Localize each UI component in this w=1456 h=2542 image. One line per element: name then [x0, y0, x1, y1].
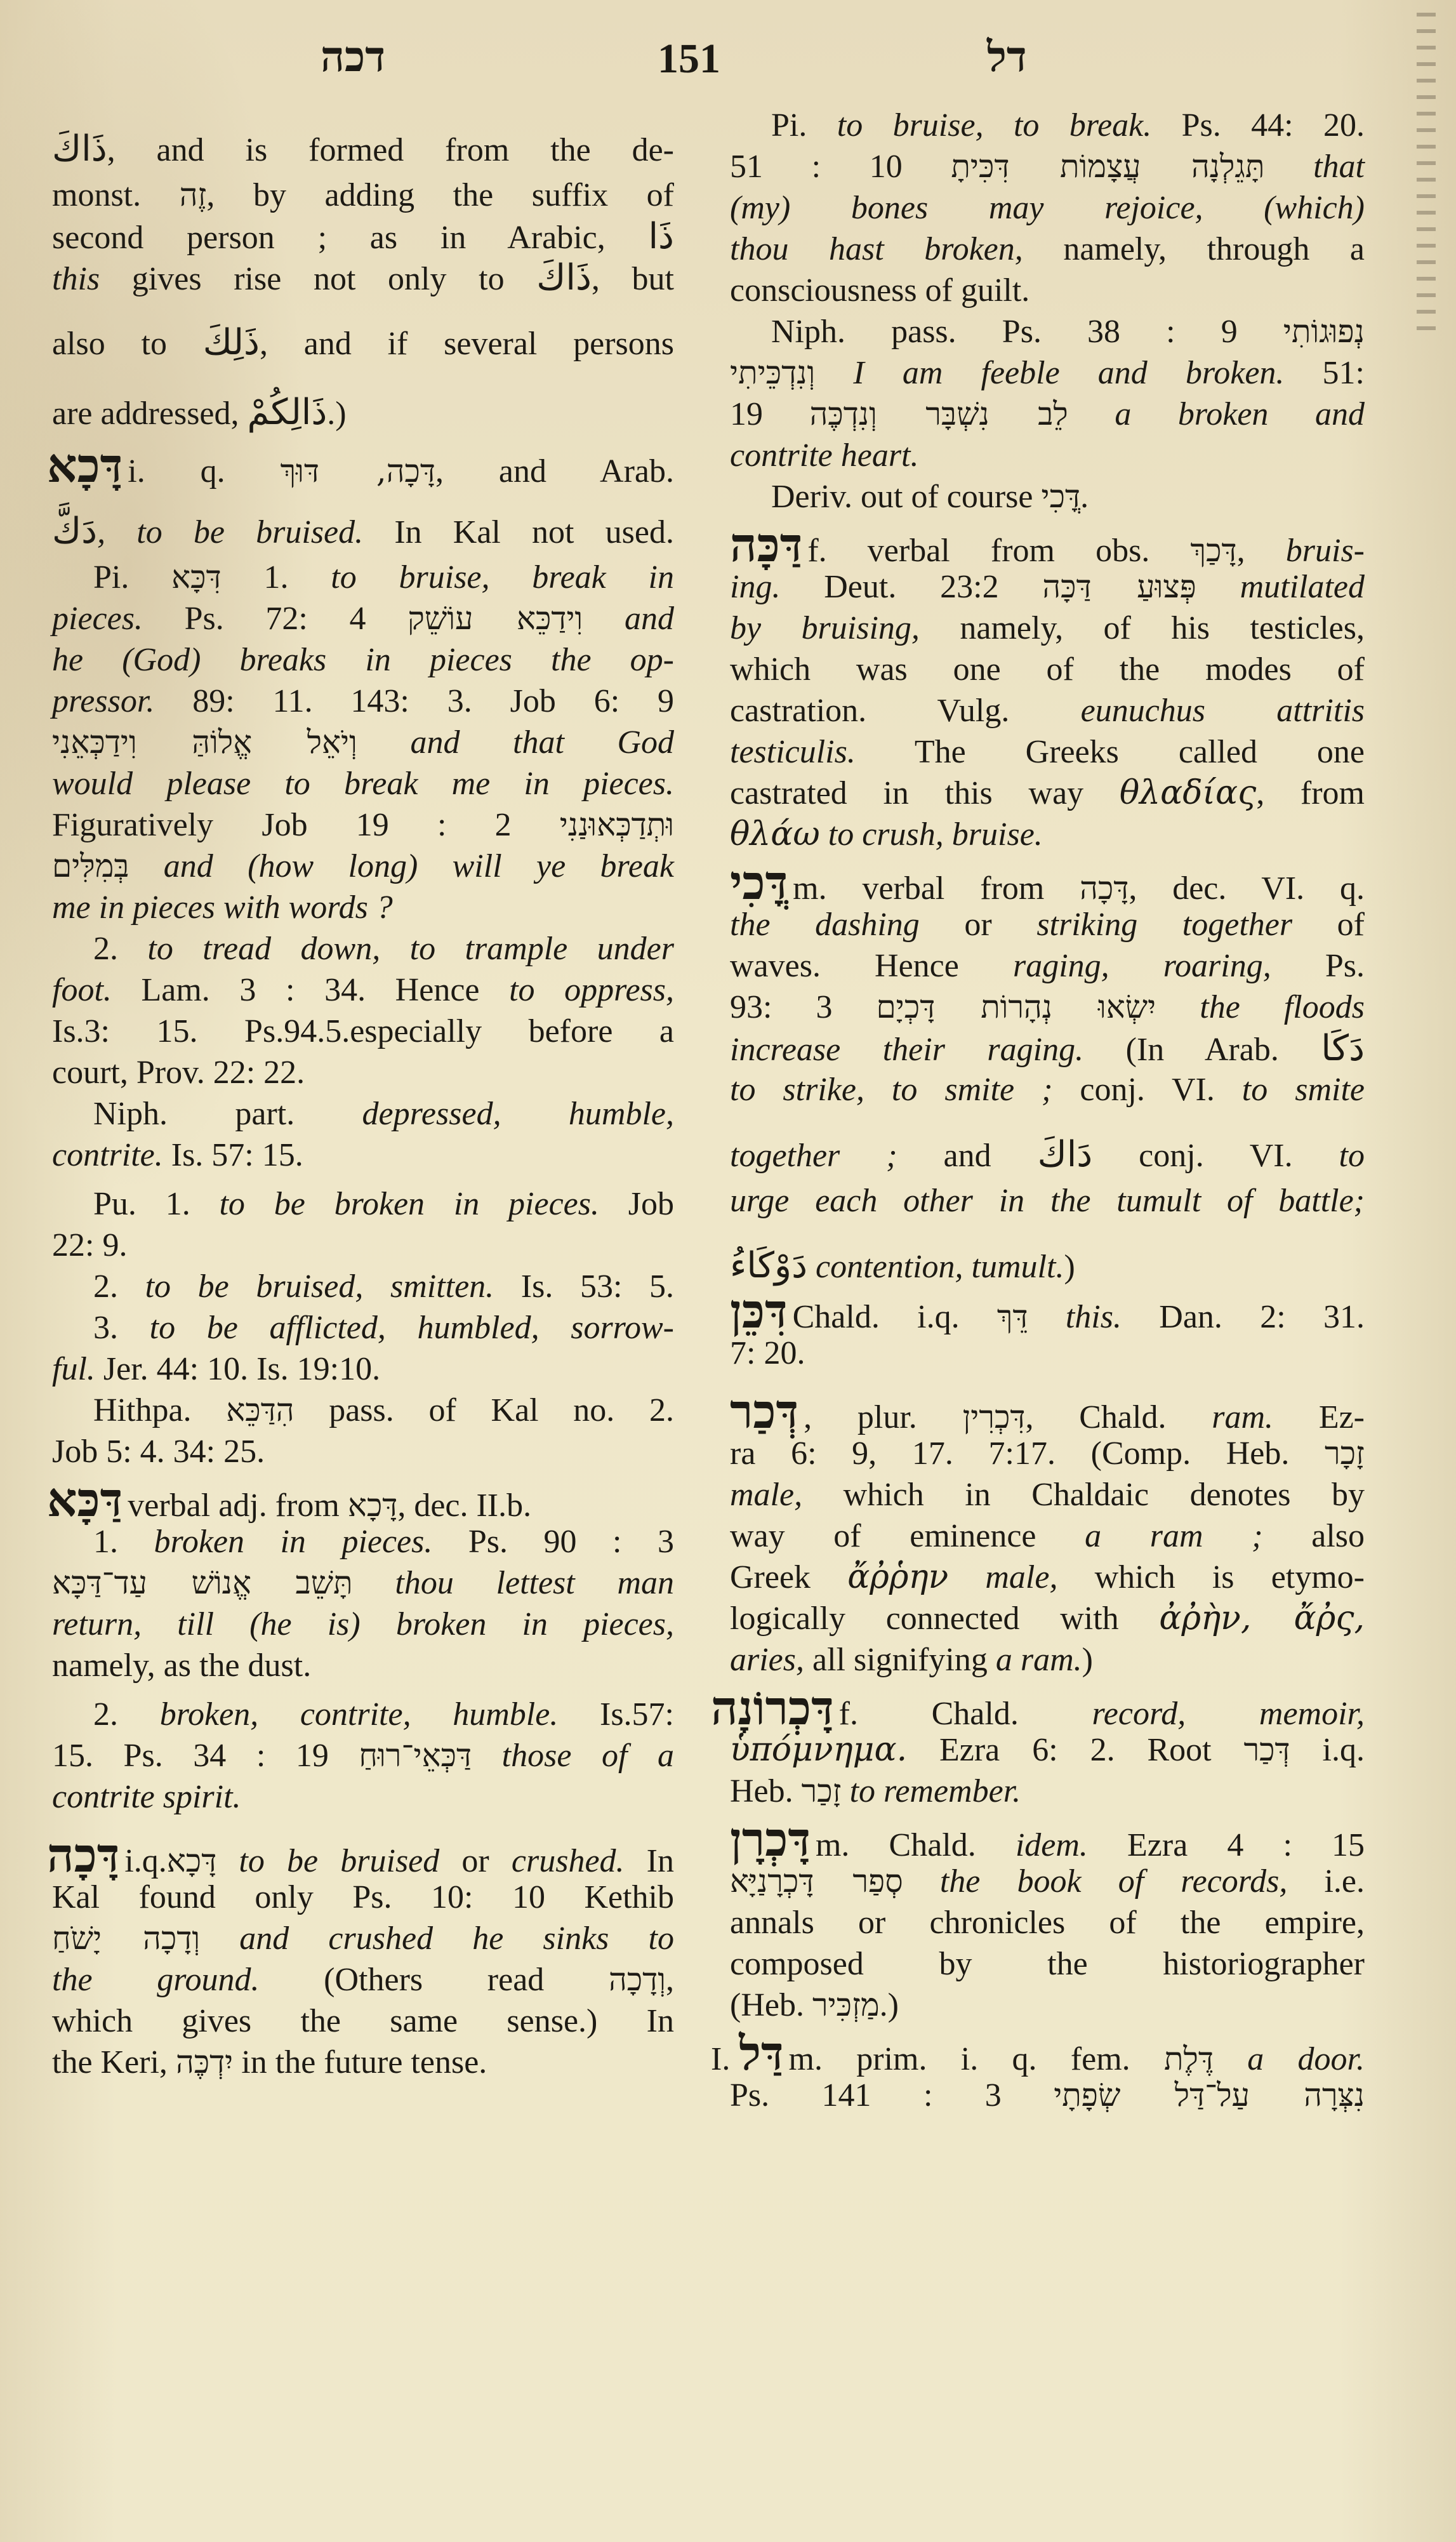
dictionary-entry — [730, 1813, 1365, 2026]
entry-first-line: דַּכָּה f. verbal from obs. דָּכַךְ, bruis- — [730, 518, 1365, 573]
text-line: together ; and دَاكَ conj. VI. to — [730, 1134, 1365, 1175]
dictionary-entry — [711, 1681, 1365, 1812]
text-line: logically connected with ἀῤὴν, ἄῤς, — [730, 1599, 1365, 1637]
dictionary-entry — [711, 2026, 1365, 2116]
left-running-head: דכה — [321, 34, 385, 81]
text-line: contrite spirit. — [52, 1779, 241, 1815]
text-line: 22: 9. — [52, 1227, 128, 1263]
headword: דַּכָּה — [730, 518, 803, 573]
dictionary-entry — [730, 518, 1365, 855]
text-line: 2. to tread down, to trample under — [93, 931, 674, 967]
text-line: monst. זֶה, by adding the suffix of — [52, 176, 674, 213]
text-line: Pi. to bruise, to break. Ps. 44: 20. — [771, 107, 1365, 143]
text-line: בְּמִלִּים and (how long) will ye break — [52, 848, 674, 884]
headword: דַּכָּא — [47, 1473, 123, 1527]
text-line: Niph. pass. Ps. 38 : 9 נְפוּגוֹתִי — [771, 313, 1365, 350]
text-line: ing. Deut. 23:2 פְּצוּעַ דַּכָּה mutilated — [730, 568, 1365, 605]
text-line: way of eminence a ram ; also — [730, 1518, 1365, 1554]
text-line: תָּשֵׁב אֱנוֹשׁ עַד־דַּכָּא thou lettest man — [52, 1564, 674, 1601]
text-line: the ground. (Others read וְדָכָה, — [52, 1961, 674, 1998]
right-column — [711, 105, 1365, 2116]
text-line: which gives the same sense.) In — [52, 2003, 674, 2039]
entry-first-line: דֳּכִי m. verbal from דָּכָה, dec. VI. q. — [730, 856, 1365, 910]
text-line: Is.3: 15. Ps.94.5.especially before a — [52, 1013, 674, 1049]
text-line: (Heb. מַזְכִּיר.) — [730, 1986, 899, 2023]
entry-first-line: דְּכַר , plur. דִּכְרִין, Chald. ram. Ez- — [730, 1385, 1365, 1439]
text-line: the Keri, יִדְכֶּה in the future tense. — [52, 2044, 487, 2080]
text-line: male, which in Chaldaic denotes by — [730, 1477, 1365, 1513]
headword: דָּכָא — [47, 439, 123, 493]
text-line: court, Prov. 22: 22. — [52, 1055, 305, 1091]
text-line: castrated in this way θλαδίας, from — [730, 774, 1365, 812]
page-number: 151 — [658, 36, 720, 82]
headword: דָּכְרָן — [730, 1813, 811, 1867]
text-line: 1. broken in pieces. Ps. 90 : 3 — [93, 1524, 675, 1560]
text-line: pressor. 89: 11. 143: 3. Job 6: 9 — [52, 683, 674, 719]
left-column — [47, 105, 675, 2083]
headword: דָּכָה — [47, 1828, 120, 1883]
text-line: Greek ἄῤῥην male, which is etymo- — [730, 1558, 1365, 1596]
text-line: וְיֹאֵל אֱלוֹהַּ וִידַכְּאֵנִי and that God — [52, 724, 675, 761]
entry-first-line: דָּכְרָן m. Chald. idem. Ezra 4 : 15 — [730, 1813, 1365, 1867]
text-line: Pi. דִּכָּא 1. to bruise, break in — [93, 559, 675, 596]
text-line: also to ذَلِكَ, and if several persons — [52, 322, 675, 363]
text-line: pieces. Ps. 72: 4 וִידַכֵּא עוֹשֵׁק and — [52, 600, 674, 637]
text-line: namely, as the dust. — [52, 1647, 312, 1684]
dictionary-entry — [47, 1473, 675, 1818]
text-line: וְדָכָה יָשֹׁחַ and crushed he sinks to — [52, 1920, 674, 1957]
dictionary-entry — [730, 1284, 1365, 1374]
text-line: consciousness of guilt. — [730, 272, 1030, 309]
text-line: composed by the historiographer — [730, 1946, 1365, 1982]
text-line: ذَاكَ, and is formed from the de- — [52, 128, 674, 170]
text-line: increase their raging. (In Arab. دَكَا — [730, 1028, 1365, 1069]
text-line: ra 6: 9, 17. 7:17. (Comp. Heb. זָכָר — [730, 1435, 1365, 1472]
text-line: Pu. 1. to be broken in pieces. Job — [93, 1186, 674, 1222]
text-line: 15. Ps. 34 : 19 דַּכְּאֵי־רוּחַ those of a — [52, 1737, 674, 1774]
continued-entry-text — [52, 105, 674, 438]
text-line: to strike, to smite ; conj. VI. to smite — [730, 1072, 1365, 1108]
text-line: Deriv. out of course דֳּכִי. — [771, 478, 1089, 515]
text-line: urge each other in the tumult of battle; — [730, 1183, 1365, 1219]
headword: דְּכַר — [730, 1385, 799, 1439]
entry-first-line: דָּכְרוֹנָה f. Chald. record, memoir, — [711, 1681, 1365, 1736]
text-line: Hithpa. הִדַּכֵּא pass. of Kal no. 2. — [93, 1392, 675, 1428]
text-line: waves. Hence raging, roaring, Ps. — [730, 948, 1365, 984]
text-line: Kal found only Ps. 10: 10 Kethib — [52, 1879, 674, 1915]
entry-first-line: I. דַּל m. prim. i. q. fem. דֶּלֶת a door. — [711, 2026, 1365, 2081]
text-line: foot. Lam. 3 : 34. Hence to oppress, — [52, 972, 675, 1008]
text-line: which was one of the modes of — [730, 651, 1365, 688]
text-line: 3. to be afflicted, humbled, sorrow- — [93, 1310, 674, 1346]
text-line: Figuratively Job 19 : 2 וּתְדַכְּאוּנַנִי — [52, 806, 674, 843]
text-line: aries, all signifying a ram.) — [730, 1642, 1093, 1678]
text-line: Niph. part. depressed, humble, — [93, 1096, 674, 1132]
text-line: 19 לֵב נִשְׁבָּר וְנִדְכֶּה a broken and — [730, 396, 1365, 432]
text-line: second person ; as in Arabic, ذَا — [52, 216, 674, 257]
homonym-number: I. — [711, 2041, 731, 2077]
text-line: annals or chronicles of the empire, — [730, 1905, 1365, 1941]
headword: דֳּכִי — [730, 856, 788, 910]
text-line: 7: 20. — [730, 1335, 805, 1371]
text-line: 2. to be bruised, smitten. Is. 53: 5. — [93, 1268, 674, 1305]
dictionary-entry — [730, 856, 1365, 1291]
text-line: testiculis. The Greeks called one — [730, 734, 1365, 770]
text-line: me in pieces with words ? — [52, 889, 393, 926]
entry-first-line: דָּכָה i.q.דָּכָא to be bruised or crushed. In — [47, 1828, 674, 1883]
text-line: return, till (he is) broken in pieces, — [52, 1606, 674, 1642]
text-line: Heb. זָכַר to remember. — [730, 1773, 1021, 1809]
text-line: 93: 3 יִשְׂאוּ נְהָרוֹת דָּכְיָם the floods — [730, 988, 1365, 1025]
text-line: (my) bones may rejoice, (which) — [730, 190, 1365, 226]
running-header — [0, 30, 1456, 88]
text-line: וְנִדְכֵּיתִי I am feeble and broken. 51: — [730, 354, 1365, 391]
text-line: Ps. 141 : 3 נִצְּרָה עַל־דַּל שְׂפָתָי — [730, 2077, 1365, 2113]
text-line: thou hast broken, namely, through a — [730, 231, 1365, 267]
headword: דִּכֵּן — [730, 1284, 788, 1339]
entry-first-line: דַּכָּא verbal adj. from דָּכָא, dec. II.b. — [47, 1473, 532, 1527]
text-line: 51 : 10 תָּגֵלְנָה עֲצָמוֹת דִּכִּיתָ that — [730, 148, 1365, 185]
headword: דַּל — [739, 2026, 784, 2081]
continued-entry-text — [730, 105, 1365, 517]
text-line: סְפַר דָּכְרָנַיָּא the book of records, i.e. — [730, 1863, 1365, 1900]
text-line: he (God) breaks in pieces the op- — [52, 642, 674, 678]
right-running-head: דל — [987, 34, 1027, 81]
text-line: the dashing or striking together of — [730, 907, 1365, 943]
text-line: contrite heart. — [730, 437, 919, 474]
text-line: are addressed, ذَالِكُمْ.) — [52, 392, 347, 433]
text-line: دَكَّ, to be bruised. In Kal not used. — [52, 510, 674, 552]
dictionary-entry — [47, 439, 675, 1472]
text-line: contrite. Is. 57: 15. — [52, 1137, 303, 1173]
entry-first-line: דָּכָא i. q. דָּכָה, דּוּךְ, and Arab. — [47, 439, 674, 493]
text-line: 2. broken, contrite, humble. Is.57: — [93, 1696, 675, 1733]
dictionary-entry — [730, 1385, 1365, 1680]
text-line: this gives rise not only to ذَاكَ, but — [52, 257, 675, 298]
text-line: by bruising, namely, of his testicles, — [730, 610, 1365, 646]
text-line: دَوْكَاءُ contention, tumult.) — [730, 1245, 1075, 1286]
text-line: would please to break me in pieces. — [52, 766, 674, 802]
text-line: θλάω to crush, bruise. — [730, 815, 1043, 853]
headword: דָּכְרוֹנָה — [711, 1681, 834, 1736]
text-line: ὑπόμνημα. Ezra 6: 2. Root דְּכַר i.q. — [730, 1731, 1365, 1769]
text-line: ful. Jer. 44: 10. Is. 19:10. — [52, 1351, 381, 1387]
entry-first-line: דִּכֵּן Chald. i.q. דֵּךְ this. Dan. 2: 31. — [730, 1284, 1365, 1339]
text-line: castration. Vulg. eunuchus attritis — [730, 693, 1365, 729]
dictionary-entry — [47, 1828, 674, 2083]
text-line: Job 5: 4. 34: 25. — [52, 1434, 265, 1470]
